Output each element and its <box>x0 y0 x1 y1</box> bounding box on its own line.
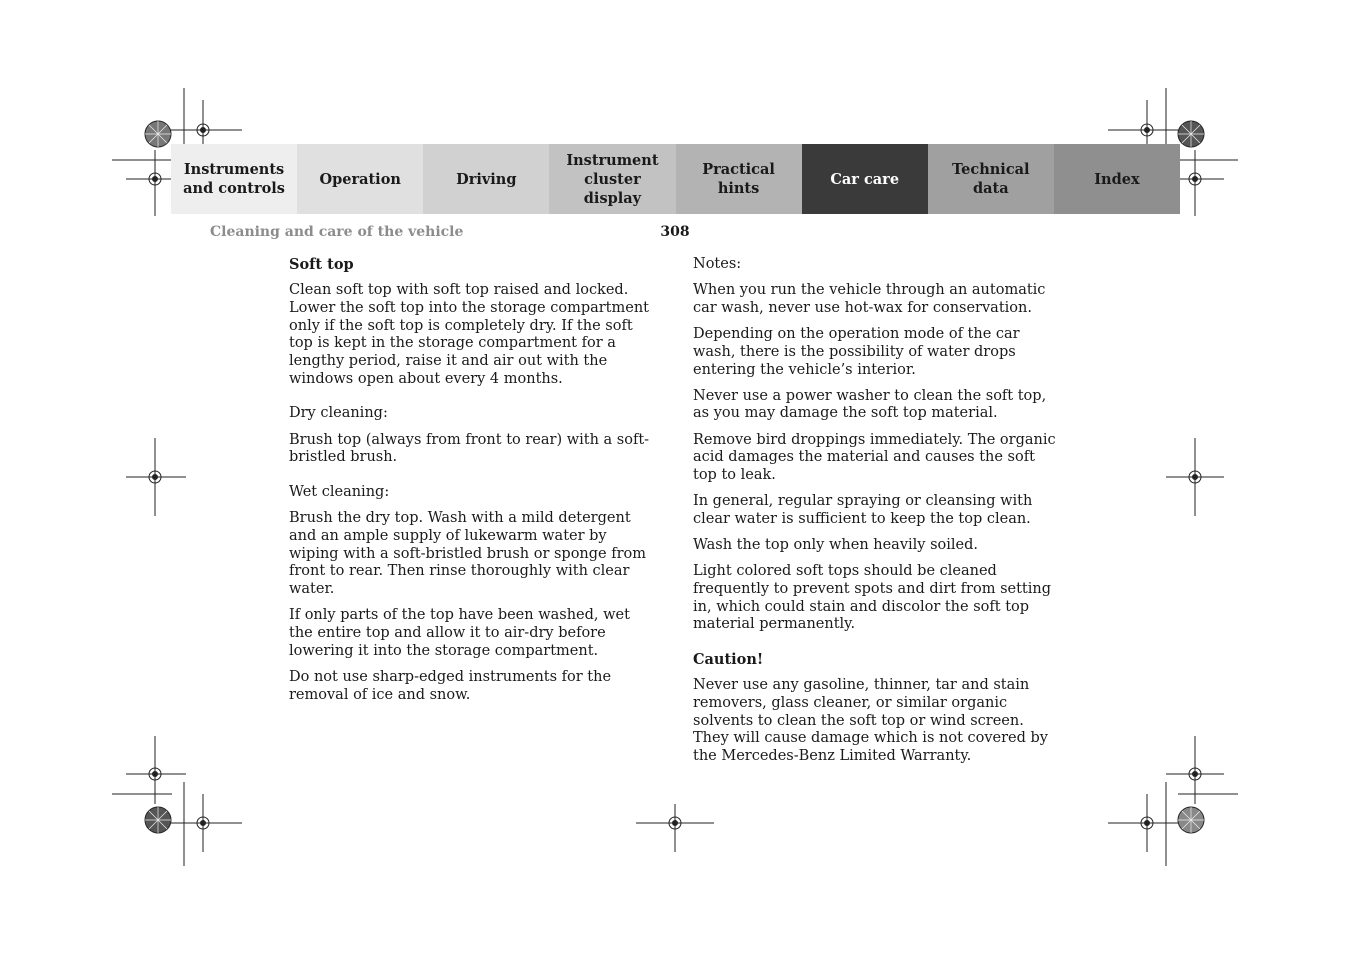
tab-index[interactable] <box>1054 144 1180 214</box>
tab-practical-hints[interactable] <box>676 144 802 214</box>
note-paragraph: Remove bird droppings immediately. The organic acid damages the material and causes the soft top to leak. <box>693 431 1056 484</box>
tab-label: Operation <box>319 170 401 188</box>
page-number: 308 <box>660 224 690 240</box>
note-paragraph: Never use a power washer to clean the soft top, as you may damage the soft top material. <box>693 387 1047 422</box>
section-tab-bar <box>171 144 1180 214</box>
dry-cleaning-label: Dry cleaning: <box>289 405 388 422</box>
running-head: Cleaning and care of the vehicle <box>210 224 464 240</box>
wet-cleaning-text: Brush the dry top. Wash with a mild detergent and an ample supply of lukewarm water by wiping with a soft-bristled brush or sponge from front to rear. Then rinse thoroughly with clear water. <box>289 510 647 598</box>
tab-technical-data[interactable] <box>928 144 1054 214</box>
note-paragraph: Light colored soft tops should be cleaned frequently to prevent spots and dirt from setting in, which could stain and discolor the soft top material permanently. <box>693 563 1052 633</box>
tab-car-care[interactable] <box>802 144 928 214</box>
notes-label: Notes: <box>693 256 742 272</box>
tab-instrument-cluster-display[interactable] <box>549 144 675 214</box>
tab-label: Practical hints <box>702 161 775 197</box>
tab-driving[interactable] <box>423 144 549 214</box>
caution-text: Never use any gasoline, thinner, tar and stain removers, glass cleaner, or similar organic solvents to clean the soft top or wind screen. They will cause damage which is not covered by the Mercedes-Benz Limited Warranty. <box>693 677 1049 765</box>
dry-cleaning-text: Brush top (always from front to rear) with a soft-bristled brush. <box>289 431 650 466</box>
note-paragraph: When you run the vehicle through an automatic car wash, never use hot-wax for conservation. <box>693 282 1046 316</box>
intro-paragraph: Clean soft top with soft top raised and locked. Lower the soft top into the storage compartment only if the soft top is completely dry. If the soft top is kept in the storage compartment for a lengthy period, raise it and air out with the windows open about every 4 months. <box>289 282 649 387</box>
tab-label: Instruments and controls <box>183 161 285 197</box>
wet-cleaning-label: Wet cleaning: <box>289 484 390 501</box>
caution-title: Caution! <box>693 651 764 669</box>
tab-label: Instrument cluster display <box>566 151 659 207</box>
wet-cleaning-text: Do not use sharp-edged instruments for the removal of ice and snow. <box>289 668 612 703</box>
tab-label: Driving <box>456 170 517 188</box>
tab-label: Car care <box>830 170 900 188</box>
right-column <box>693 256 1061 774</box>
note-paragraph: Wash the top only when heavily soiled. <box>693 537 979 554</box>
note-paragraph: Depending on the operation mode of the car wash, there is the possibility of water drops entering the vehicle’s interior. <box>693 326 1020 378</box>
section-title: Soft top <box>289 256 354 273</box>
wet-cleaning-text: If only parts of the top have been washed, wet the entire top and allow it to air-dry before lowering it into the storage compartment. <box>289 607 630 659</box>
tab-label: Technical data <box>952 161 1030 197</box>
tab-operation[interactable] <box>297 144 423 214</box>
tab-label: Index <box>1094 170 1140 188</box>
note-paragraph: In general, regular spraying or cleansing with clear water is sufficient to keep the top clean. <box>693 493 1033 527</box>
left-column <box>289 256 657 713</box>
tab-instruments-and-controls[interactable] <box>171 144 297 214</box>
